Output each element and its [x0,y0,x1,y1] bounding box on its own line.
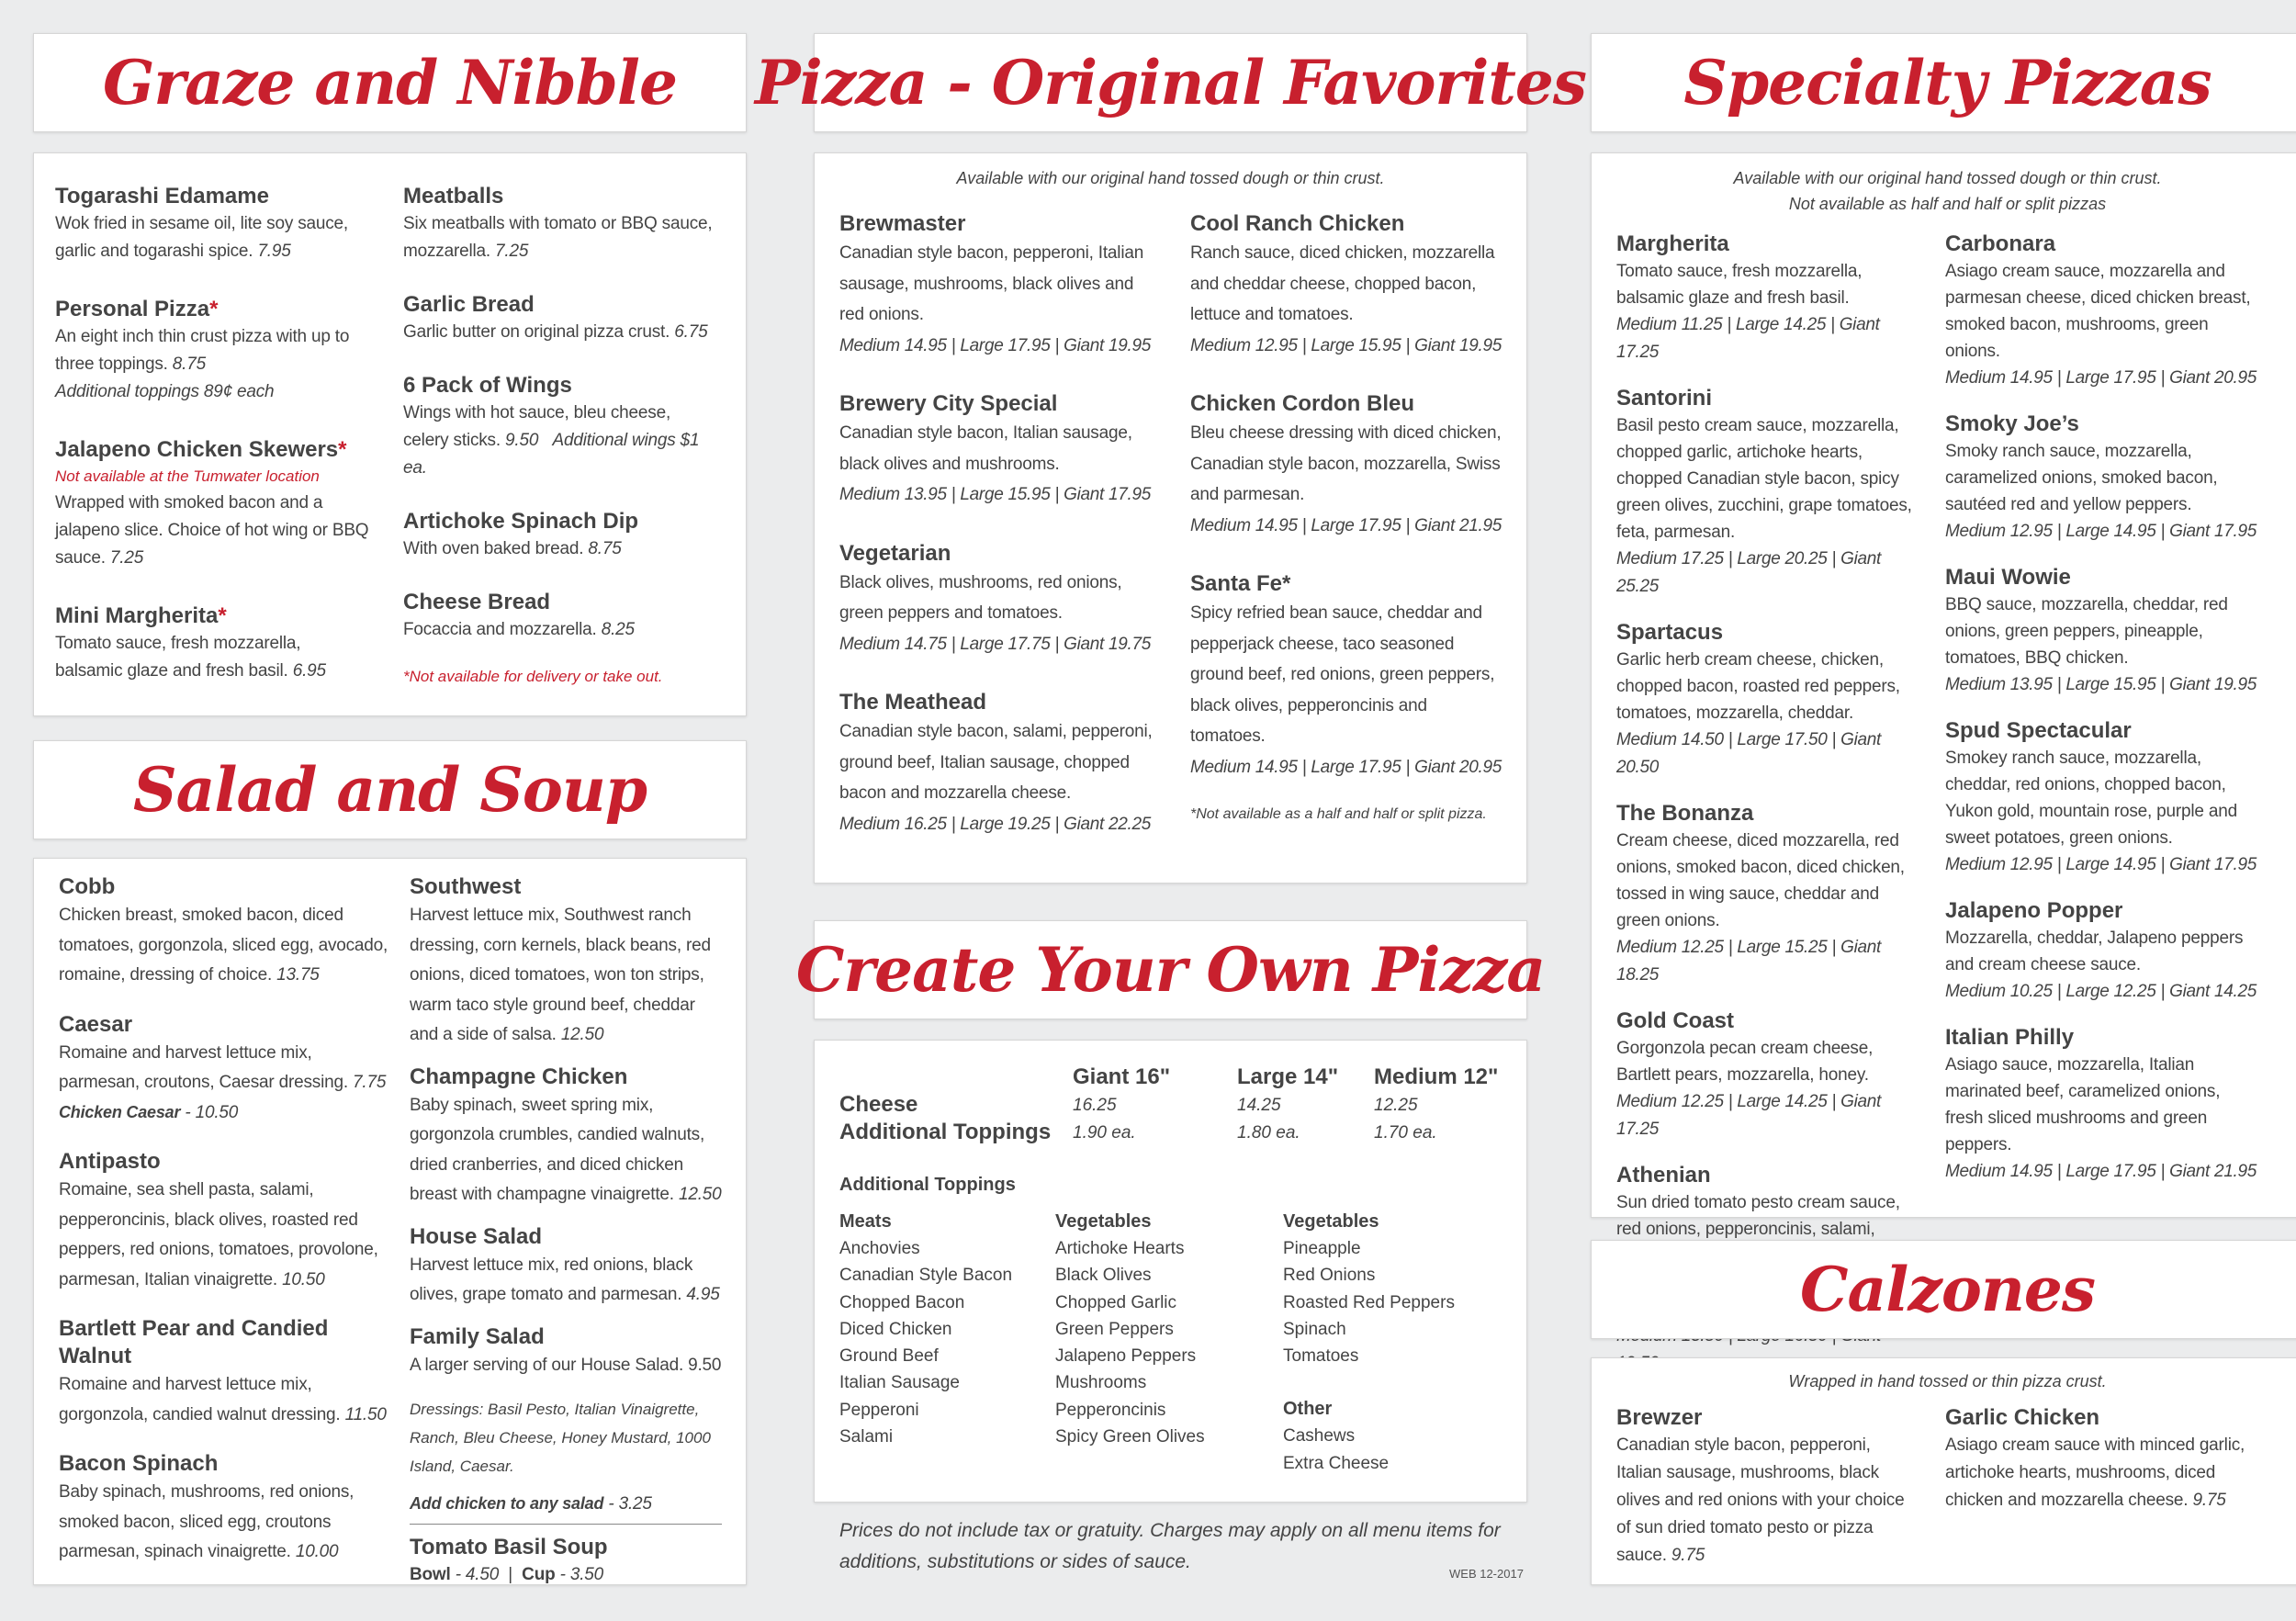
item-desc: Smokey ranch sauce, mozzarella, cheddar, red onions, chopped bacon, Yukon gold, mountain rose, purple and sweet potatoes, green onions. [1945,749,2237,848]
vegetables-heading: Vegetables [1283,1211,1379,1232]
cyo-toppings-label: Additional Toppings [839,1120,1052,1144]
item-desc: Gorgonzola pecan cream cheese, Bartlett pears, mozzarella, honey. [1616,1039,1874,1085]
item-desc: Tomato sauce, fresh mozzarella, balsamic glaze and fresh basil. [1616,262,1863,308]
item-desc: Bleu cheese dressing with diced chicken, Canadian style bacon, mozzarella, Swiss and parmesan. [1190,423,1502,504]
item-name: Margherita [1616,231,1729,256]
topping-item: Chopped Bacon [839,1292,965,1312]
topping-item: Extra Cheese [1283,1453,1390,1473]
menu-item [1190,390,1503,541]
specialty-title: Specialty Pizzas [1683,47,2212,118]
item-desc: Cream cheese, diced mozzarella, red onions, smoked bacon, diced chicken, tossed in wing sauce, cheddar and green onions. [1616,831,1905,930]
disclaimer-line-1: Prices do not include tax or gratuity. Charges may apply on all menu items for [839,1520,1501,1541]
menu-item [59,873,389,991]
item-name: Vegetarian [839,540,951,566]
item-price: 7.95 [257,242,291,261]
item-desc: Romaine and harvest lettuce mix, gorgonzola, candied walnut dressing. [59,1375,341,1424]
item-desc: Mozzarella, cheddar, Jalapeno peppers and cream cheese sauce. [1945,929,2244,974]
item-desc: Harvest lettuce mix, red onions, black olives, grape tomato and parmesan. [410,1255,693,1304]
item-price: 7.75 [353,1073,387,1092]
item-name: Caesar [59,1011,133,1037]
original-right-column [1190,210,1503,827]
item-prices: Medium 14.95 | Large 17.95 | Giant 21.95 [1945,1162,2257,1181]
item-price: 8.75 [172,355,206,374]
salad-panel [33,858,747,1585]
topping-item: Diced Chicken [839,1319,952,1339]
salad-header [33,740,747,839]
menu-item [1616,231,1915,366]
item-prices: Medium 13.95 | Large 15.95 | Giant 17.95 [839,485,1152,504]
original-panel [814,152,1527,884]
item-name: Italian Philly [1945,1025,2075,1050]
item-price: 9.75 [1671,1546,1705,1565]
item-name: Champagne Chicken [410,1064,628,1089]
menu-item [1190,210,1503,361]
calzones-panel [1591,1357,2296,1585]
soup-divider [410,1524,722,1525]
item-name: Cool Ranch Chicken [1190,211,1405,236]
menu-item [55,183,372,265]
item-desc: An eight inch thin crust pizza with up to three toppings. [55,327,350,374]
vegetables-list-2 [1283,1208,1455,1477]
item-name: Spartacus [1616,620,1724,645]
cyo-cheese-label: Cheese [839,1092,918,1117]
item-desc: With oven baked bread. [403,539,584,558]
meats-heading: Meats [839,1211,892,1232]
specialty-header [1591,33,2296,132]
topping-item: Ground Beef [839,1346,939,1367]
item-star: * [338,437,347,462]
item-desc: Baby spinach, mushrooms, red onions, smoked bacon, sliced egg, croutons parmesan, spinach vinaigrette. [59,1482,355,1561]
add-chicken-label: Add chicken to any salad [410,1494,604,1513]
item-prices: Medium 14.75 | Large 17.75 | Giant 19.75 [839,634,1152,654]
graze-footnote: *Not available for delivery or take out. [403,668,663,685]
menu-item [839,390,1156,511]
item-desc: Asiago sauce, mozzarella, Italian marinated beef, caramelized onions, fresh sliced mushrooms and green peppers. [1945,1055,2221,1154]
bowl-price: 4.50 [465,1565,500,1584]
item-desc: Focaccia and mozzarella. [403,620,597,639]
cyo-title: Create Your Own Pizza [795,934,1546,1006]
soup-name: Tomato Basil Soup [410,1535,608,1559]
cyo-cheese-large: 14.25 [1237,1096,1281,1115]
item-desc: Wrapped with smoked bacon and a jalapeno slice. Choice of hot wing or BBQ sauce. [55,493,369,568]
topping-item: Tomatoes [1283,1346,1359,1367]
menu-item [1616,385,1915,601]
other-heading: Other [1283,1399,1333,1420]
menu-item [1616,1007,1915,1143]
menu-item [410,1323,726,1381]
item-name: Brewery City Special [839,391,1058,416]
item-desc: Garlic butter on original pizza crust. [403,322,670,342]
specialty-subtitle-1: Available with our original hand tossed dough or thin crust. [1733,169,2162,187]
item-price: 13.75 [276,965,320,985]
specialty-right-column [1945,231,2257,1204]
item-star: * [218,603,227,628]
cyo-cheese-medium: 12.25 [1374,1096,1418,1115]
menu-item [55,436,372,572]
menu-item [839,540,1156,660]
item-desc: Chicken breast, smoked bacon, diced tomatoes, gorgonzola, sliced egg, avocado, romaine, dressing of choice. [59,906,388,985]
menu-item [1945,717,2257,879]
item-prices: Medium 14.95 | Large 17.95 | Giant 21.95 [1190,515,1503,535]
item-desc: Harvest lettuce mix, Southwest ranch dressing, corn kernels, black beans, red onions, diced tomatoes, won ton strips, warm taco style ground beef, cheddar and a side of salsa. [410,906,711,1044]
item-desc: Ranch sauce, diced chicken, mozzarella and cheddar cheese, chopped bacon, lettuce and tomatoes. [1190,243,1495,324]
topping-item: Pineapple [1283,1239,1361,1258]
graze-title: Graze and Nibble [103,47,677,118]
menu-item [1945,564,2257,699]
item-name: Maui Wowie [1945,565,2071,590]
item-name: Meatballs [403,184,504,208]
item-price: 6.75 [674,322,708,342]
item-desc: Tomato sauce, fresh mozzarella, balsamic glaze and fresh basil. [55,634,301,681]
item-prices: Medium 12.95 | Large 15.95 | Giant 19.95 [1190,335,1503,355]
topping-item: Salami [839,1427,894,1447]
topping-item: Jalapeno Peppers [1055,1346,1197,1367]
item-prices: Medium 14.50 | Large 17.50 | Giant 20.50 [1616,730,1882,777]
item-name: Personal Pizza [55,297,210,321]
item-name: The Bonanza [1616,801,1754,826]
item-name: Santorini [1616,386,1713,411]
item-name: Smoky Joe’s [1945,411,2079,436]
item-desc: Canadian style bacon, pepperoni, Italian sausage, mushrooms, black olives and red onions with your choice of sun dried tomato pesto or pizza sauce. [1616,1435,1905,1565]
item-note: Not available at the Tumwater location [55,467,320,485]
cyo-cheese-giant: 16.25 [1073,1096,1117,1115]
item-desc: Romaine and harvest lettuce mix, parmesan, croutons, Caesar dressing. [59,1042,348,1092]
calzones-title: Calzones [1799,1254,2095,1325]
item-name: Brewzer [1616,1405,1703,1430]
calzones-subtitle: Wrapped in hand tossed or thin pizza crust. [1788,1372,2107,1390]
original-left-column [839,210,1156,839]
item-name: Family Salad [410,1323,545,1349]
item-name: Southwest [410,874,522,899]
item-desc: Smoky ranch sauce, mozzarella, caramelized onions, smoked bacon, sautéed red and yellow peppers. [1945,442,2218,514]
item-name: Cheese Bread [403,590,551,614]
menu-item [59,1450,389,1568]
item-prices: Medium 14.95 | Large 17.95 | Giant 20.95 [1945,368,2257,388]
item-desc: Asiago cream sauce with minced garlic, artichoke hearts, mushrooms, diced chicken and mozzarella cheese. [1945,1435,2245,1510]
item-prices: Medium 12.25 | Large 15.25 | Giant 18.25 [1616,938,1882,985]
item-prices: Medium 17.25 | Large 20.25 | Giant 25.25 [1616,549,1882,596]
item-name: Bartlett Pear and Candied Walnut [59,1316,329,1368]
item-name: The Meathead [839,690,987,715]
item-desc: BBQ sauce, mozzarella, cheddar, red onions, green peppers, pineapple, tomatoes, BBQ chicken. [1945,595,2228,668]
item-prices: Medium 10.25 | Large 12.25 | Giant 14.25 [1945,982,2257,1001]
item-desc: Wok fried in sesame oil, lite soy sauce, garlic and togarashi spice. [55,214,349,261]
menu-item [1945,1024,2257,1186]
cyo-additional-heading: Additional Toppings [839,1175,1016,1195]
menu-item [410,873,726,1051]
menu-item [403,291,720,346]
item-star: * [209,297,219,321]
topping-item: Red Onions [1283,1266,1376,1286]
menu-item: Caesar Romaine and harvest lettuce mix, parmesan, croutons, Caesar dressing. 7.75 Chicken Caesar - 10.50 [59,1011,389,1129]
item-price: 12.50 [560,1025,604,1044]
item-desc: Baby spinach, sweet spring mix, gorgonzola crumbles, candied walnuts, dried cranberries, and diced chicken breast with champagne vinaigrette. [410,1095,705,1204]
calzone-item-left [1616,1404,1915,1570]
item-prices: Medium 14.95 | Large 17.95 | Giant 19.95 [839,335,1152,355]
cyo-topping-large: 1.80 ea. [1237,1123,1300,1143]
topping-item: Anchovies [839,1239,920,1258]
item-desc: Sun dried tomato pesto cream sauce, red onions, pepperoncinis, salami, [1616,1193,1900,1239]
item-prices: Medium 12.25 | Large 14.25 | Giant 17.25 [1616,1092,1882,1139]
cyo-size-giant: Giant 16" [1073,1064,1171,1089]
item-desc: Basil pesto cream sauce, mozzarella, chopped garlic, artichoke hearts, chopped Canadian style bacon, spicy green olives, zucchini, grape tomatoes, feta, parmesan. [1616,416,1912,542]
cup-label: Cup [522,1565,556,1584]
item-prices: Medium 12.95 | Large 14.95 | Giant 17.95 [1945,855,2257,874]
salad-right-column: Southwest Harvest lettuce mix, Southwest ranch dressing, corn kernels, black beans, red onions, diced tomatoes, won ton strips, warm taco style ground beef, cheddar and a side of salsa. 12.50 Champagne Chicken Baby spinach, sweet spring mix, gorgonzola crumbles, candied walnuts, dried cranberries, and diced chicken breast with champagne vinaigrette. 12.50 House Salad Harvest lettuce mix, red onions, black olives, grape tomato and parmesan. 4.95 Family Salad A larger serving of our House Salad. 9.50 Dressings: Basil Pesto, Italian Vinaigrette, Ranch, Bleu Cheese, Honey Mustard, 1000 Island, Caesar. Add chicken to any salad - 3.25 Tomato Basil Soup Bowl - 4.50 | Cup - 3.50 [410,873,726,1589]
item-name: Jalapeno Chicken Skewers [55,437,339,462]
menu-item [403,183,720,265]
bowl-label: Bowl [410,1565,451,1584]
web-version: WEB 12-2017 [1449,1567,1524,1581]
item-price: 10.00 [295,1542,339,1561]
menu-item [59,1315,389,1430]
menu-item [1945,411,2257,546]
topping-item: Roasted Red Peppers [1283,1292,1455,1312]
original-subtitle: Available with our original hand tossed dough or thin crust. [956,169,1385,187]
soup-prices: Bowl - 4.50 | Cup - 3.50 [410,1565,604,1584]
salad-left-column [59,873,389,1568]
item-name: Brewmaster [839,211,966,236]
cyo-size-medium: Medium 12" [1374,1064,1499,1089]
item-name: Carbonara [1945,231,2056,256]
item-sub: Chicken Caesar [59,1102,181,1121]
menu-item [59,1148,389,1295]
calzone-item-right [1945,1404,2248,1514]
item-prices: Medium 13.95 | Large 15.95 | Giant 19.95 [1945,675,2257,694]
topping-item: Pepperoni [839,1400,919,1420]
cyo-panel [814,1040,1527,1503]
item-desc: Romaine, sea shell pasta, salami, pepperoncinis, black olives, roasted red peppers, red onions, tomatoes, provolone, parmesan, Italian vinaigrette. [59,1180,378,1289]
item-sub-price: 10.50 [195,1102,239,1122]
cyo-header [795,920,1546,1019]
item-name: Santa Fe* [1190,571,1291,596]
original-header [755,33,1586,132]
disclaimer-line-2: additions, substitutions or sides of sauce. [839,1551,1191,1572]
item-name: Cobb [59,874,116,899]
menu-item [1190,570,1503,782]
item-desc: Garlic herb cream cheese, chicken, chopped bacon, roasted red peppers, tomatoes, mozzarella, cheddar. [1616,650,1900,723]
item-price: 7.25 [109,548,144,568]
menu-item [1945,897,2257,1006]
item-price: 7.25 [495,242,529,261]
specialty-subtitle-2: Not available as half and half or split pizzas [1788,195,2107,213]
topping-item: Green Peppers [1055,1319,1174,1339]
menu-item [55,296,372,406]
vegetables-heading: Vegetables [1055,1211,1152,1232]
item-name: Bacon Spinach [59,1451,219,1476]
topping-item: Cashews [1283,1426,1356,1447]
item-price: 12.50 [678,1185,722,1204]
meats-list [839,1208,1012,1450]
topping-item: Artichoke Hearts [1055,1239,1185,1258]
item-name: Jalapeno Popper [1945,898,2123,923]
salad-title: Salad and Soup [132,754,647,826]
topping-item: Pepperoncinis [1055,1400,1166,1420]
item-prices: Medium 12.95 | Large 14.95 | Giant 17.95 [1945,522,2257,541]
graze-left-column [55,183,372,715]
menu-item [1945,231,2257,392]
item-price: 8.75 [588,539,622,558]
original-footnote: *Not available as a half and half or split pizza. [1190,806,1487,822]
menu-item [1616,800,1915,989]
item-desc: A larger serving of our House Salad. 9.50 [410,1355,722,1375]
menu-item [839,210,1156,361]
item-desc: Spicy refried bean sauce, cheddar and pepperjack cheese, taco seasoned ground beef, red onions, green peppers, black olives, pepperoncinis and tomatoes. [1190,603,1495,746]
original-title: Pizza - Original Favorites [755,47,1586,118]
item-price: 9.75 [2192,1491,2226,1510]
item-prices: Medium 14.95 | Large 17.95 | Giant 20.95 [1190,757,1503,777]
graze-header [33,33,747,132]
calzones-header [1591,1240,2296,1339]
item-name: Antipasto [59,1149,161,1174]
item-price: 9.50 [505,431,539,450]
item-name: Chicken Cordon Bleu [1190,391,1415,416]
item-name: Gold Coast [1616,1008,1735,1033]
cup-price: 3.50 [569,1565,604,1584]
menu-item [410,1223,726,1311]
price-disclaimer [839,1515,1501,1578]
item-name: 6 Pack of Wings [403,373,572,398]
item-name: Garlic Bread [403,292,535,317]
item-price: 8.25 [601,620,635,639]
menu-item [410,1064,726,1210]
item-prices: Medium 16.25 | Large 19.25 | Giant 22.25 [839,814,1152,834]
menu-item [403,589,720,644]
item-desc: Wings with hot sauce, bleu cheese, celery sticks. [403,403,671,450]
item-price: 10.50 [282,1269,325,1289]
topping-item: Italian Sausage [839,1373,960,1393]
add-chicken-price: 3.25 [618,1494,652,1514]
item-desc: Canadian style bacon, Italian sausage, black olives and mushrooms. [839,423,1132,474]
topping-item: Chopped Garlic [1055,1292,1177,1312]
menu-item [1616,619,1915,782]
graze-panel [33,152,747,716]
specialty-panel [1591,152,2296,1239]
topping-item: Spicy Green Olives [1055,1427,1205,1447]
item-name: Athenian [1616,1163,1711,1188]
item-price: 11.50 [344,1404,387,1424]
cyo-size-large: Large 14" [1237,1064,1339,1089]
topping-item: Black Olives [1055,1266,1152,1286]
item-name: Mini Margherita [55,603,219,628]
item-price: 6.95 [292,661,326,681]
item-name: Togarashi Edamame [55,184,269,208]
item-extra: Additional toppings 89¢ each [55,382,275,401]
item-name: Artichoke Spinach Dip [403,509,639,534]
item-prices: Medium 11.25 | Large 14.25 | Giant 17.25 [1616,315,1880,362]
item-name: House Salad [410,1223,543,1249]
item-desc: Black olives, mushrooms, red onions, green peppers and tomatoes. [839,572,1122,623]
menu-item [403,508,720,563]
topping-item: Mushrooms [1055,1373,1147,1393]
item-desc: Asiago cream sauce, mozzarella and parmesan cheese, diced chicken breast, smoked bacon, mushrooms, green onions. [1945,262,2251,361]
menu-item [403,372,720,482]
item-desc: Canadian style bacon, pepperoni, Italian sausage, mushrooms, black olives and red onions. [839,243,1144,324]
topping-item: Spinach [1283,1319,1346,1339]
item-extra: Additional wings $1 ea. [403,431,700,478]
item-name: Garlic Chicken [1945,1405,2100,1430]
vegetables-list-1 [1055,1208,1205,1450]
cyo-topping-medium: 1.70 ea. [1374,1123,1437,1143]
salad-dressings: Dressings: Basil Pesto, Italian Vinaigrette, Ranch, Bleu Cheese, Honey Mustard, 1000 Island, Caesar. [410,1401,711,1475]
specialty-left-column [1616,231,1915,1396]
item-desc: Canadian style bacon, salami, pepperoni, ground beef, Italian sausage, chopped bacon and mozzarella cheese. [839,722,1153,803]
menu-item [55,602,372,685]
cyo-topping-giant: 1.90 ea. [1073,1123,1136,1143]
menu-item [839,689,1156,839]
item-price: 4.95 [686,1285,720,1304]
item-desc: Six meatballs with tomato or BBQ sauce, mozzarella. [403,214,713,261]
item-name: Spud Spectacular [1945,718,2132,743]
graze-right-column [403,183,720,690]
topping-item: Canadian Style Bacon [839,1266,1013,1286]
